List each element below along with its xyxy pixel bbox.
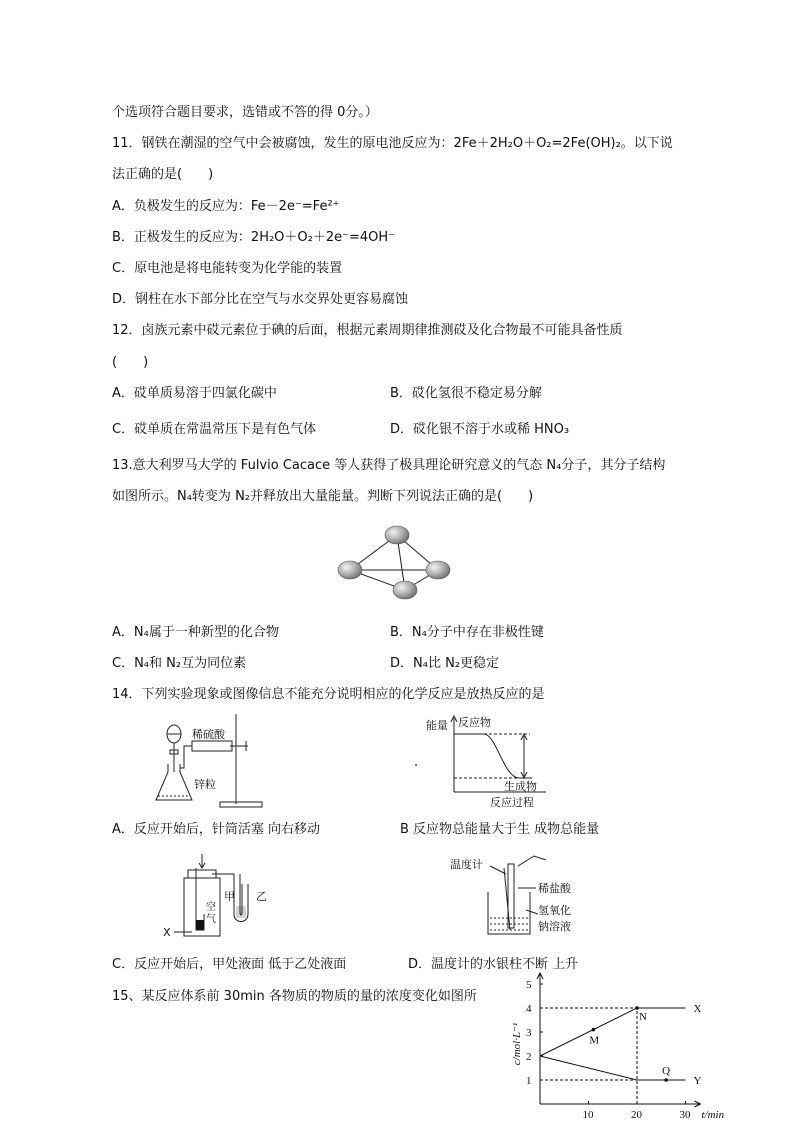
n-atom-bottom bbox=[393, 581, 417, 599]
q15-stem: 15、某反应体系前 30min 各物质的物质的量的浓度变化如图所 bbox=[112, 989, 477, 1004]
q12-option-c: C．砹单质在常温常压下是有色气体 bbox=[112, 422, 317, 437]
fig-a-zinc-label: 锌粒 bbox=[194, 778, 216, 791]
q14-option-a: A．反应开始后，针筒活塞 向右移动 bbox=[112, 822, 321, 837]
series-label-x: X bbox=[693, 1003, 702, 1015]
q14-figure-c bbox=[160, 854, 280, 944]
q11-option-a: A．负极发生的反应为：Fe－2e⁻=Fe²⁺ bbox=[112, 199, 340, 214]
y-tick-label: 3 bbox=[526, 1027, 532, 1039]
fig-d-thermo-label: 温度计 bbox=[450, 858, 483, 871]
q11-option-b: B．正极发生的反应为：2H₂O＋O₂＋2e⁻=4OH⁻ bbox=[112, 230, 396, 245]
fig-c-x-label: X bbox=[163, 926, 171, 939]
q14-option-c: C．反应开始后，甲处液面 低于乙处液面 bbox=[112, 957, 347, 972]
chart-x-axis-label: t/min bbox=[701, 1109, 725, 1121]
point-n bbox=[635, 1006, 639, 1010]
q12-stem-line-2: ( ) bbox=[112, 355, 149, 370]
q12-option-b: B．砹化氢很不稳定易分解 bbox=[390, 386, 542, 401]
q11-stem-line-2: 法正确的是( ) bbox=[112, 167, 214, 182]
fig-c-u-liquid bbox=[236, 906, 246, 918]
x-tick-label: 30 bbox=[679, 1109, 691, 1121]
fig-d-naoh-label-1: 氢氧化 bbox=[538, 904, 571, 917]
fig-c-jia-label: 甲 bbox=[224, 890, 235, 903]
fig-b-ylabel: 能量 bbox=[426, 719, 448, 732]
q13-stem-line-1: 13.意大利罗马大学的 Fulvio Cacace 等人获得了极具理论研究意义的气态 N₄分子，其分子结构 bbox=[112, 458, 666, 473]
fig-c-kong-label: 空 bbox=[206, 902, 216, 913]
instruction-text: 个选项符合题目要求，选错或不答的得 0分。） bbox=[112, 105, 378, 120]
q13-option-c: C．N₄和 N₂互为同位素 bbox=[112, 656, 247, 671]
y-tick-label: 1 bbox=[526, 1075, 532, 1087]
q13-option-b: B．N₄分子中存在非极性键 bbox=[390, 625, 544, 640]
fig-c-liquid bbox=[196, 920, 204, 930]
point-label-n: N bbox=[639, 1011, 647, 1023]
fig-b-reactant-label: 反应物 bbox=[458, 716, 491, 729]
fig-b-xlabel: 反应过程 bbox=[490, 796, 534, 809]
point-label-m: M bbox=[589, 1034, 600, 1047]
series-label-y: Y bbox=[693, 1075, 702, 1087]
x-tick-label: 10 bbox=[582, 1109, 594, 1121]
q11-option-d: D．钢柱在水下部分比在空气与水交界处更容易腐蚀 bbox=[112, 292, 409, 307]
n-atom-right bbox=[426, 561, 450, 579]
q12-option-a: A．砹单质易溶于四氯化碳中 bbox=[112, 386, 277, 401]
chart-series bbox=[540, 1003, 702, 1087]
q14-figure-b bbox=[424, 712, 554, 812]
concentration-chart bbox=[500, 979, 730, 1122]
fig-a-acid-label: 稀硫酸 bbox=[192, 728, 225, 741]
fig-c-yi-label: 乙 bbox=[256, 890, 267, 903]
y-tick-label: 4 bbox=[526, 1003, 532, 1015]
fig-c-qi-label: 气 bbox=[206, 914, 216, 925]
point-q bbox=[664, 1078, 668, 1082]
q14-stem: 14．下列实验现象或图像信息不能充分说明相应的化学反应是放热反应的是 bbox=[112, 687, 545, 702]
fig-b-product-label: 生成物 bbox=[504, 780, 537, 793]
q11-stem-line-1: 11．钢铁在潮湿的空气中会被腐蚀，发生的原电池反应为：2Fe＋2H₂O＋O₂=2Fe(OH)₂。以下说 bbox=[112, 136, 673, 151]
q12-stem-line-1: 12．卤族元素中砹元素位于碘的后面，根据元素周期律推测砹及化合物最不可能具备性质 bbox=[112, 323, 623, 338]
q14-option-d: D．温度计的水银柱不断 上升 bbox=[408, 957, 579, 972]
q14-figure-a bbox=[150, 712, 270, 812]
y-tick-label: 2 bbox=[526, 1051, 532, 1063]
point-m bbox=[592, 1028, 596, 1032]
q13-stem-line-2: 如图所示。N₄转变为 N₂并释放出大量能量。判断下列说法正确的是( ) bbox=[112, 489, 534, 504]
fig-d-naoh-label-2: 钠溶液 bbox=[538, 920, 571, 933]
chart-y-axis-label: c/mol·L⁻¹ bbox=[511, 1022, 523, 1066]
series-line-x bbox=[540, 1008, 686, 1056]
chart-guide-lines bbox=[540, 1008, 637, 1104]
n4-molecule-figure bbox=[330, 520, 460, 604]
q12-option-d: D．砹化银不溶于水或稀 HNO₃ bbox=[390, 422, 570, 437]
x-tick-label: 20 bbox=[631, 1109, 642, 1121]
q14-figure-d bbox=[450, 852, 580, 942]
chart-axes bbox=[537, 973, 701, 1107]
point-label-q: Q bbox=[662, 1065, 671, 1077]
q13-option-a: A．N₄属于一种新型的化合物 bbox=[112, 625, 279, 640]
fig-d-acid-label: 稀盐酸 bbox=[538, 882, 571, 895]
chart-tick-labels bbox=[526, 979, 691, 1121]
stray-dot: . bbox=[414, 755, 419, 770]
chart-points bbox=[589, 1006, 670, 1082]
n-atom-top bbox=[385, 526, 409, 544]
y-tick-label: 5 bbox=[526, 979, 532, 991]
q14-option-b: B 反应物总能量大于生 成物总能量 bbox=[400, 822, 600, 837]
q11-option-c: C．原电池是将电能转变为化学能的装置 bbox=[112, 261, 343, 276]
q13-option-d: D．N₄比 N₂更稳定 bbox=[390, 656, 500, 671]
n-atom-left bbox=[338, 561, 362, 579]
